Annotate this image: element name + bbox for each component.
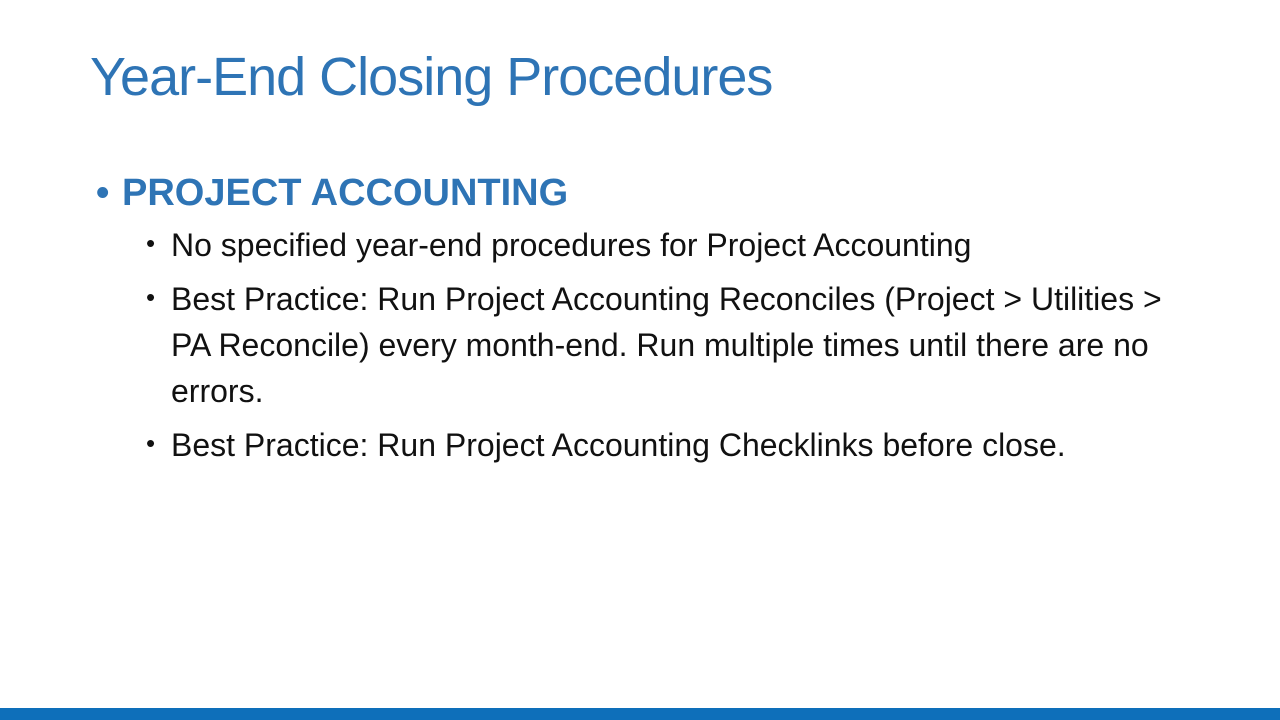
bullet-icon: •: [146, 282, 156, 312]
list-item: [146, 222, 1191, 268]
section-heading: [96, 168, 1196, 218]
list-item: [146, 422, 1191, 468]
list-item: [146, 276, 1191, 414]
list-item-text: Best Practice: Run Project Accounting Reconciles (Project > Utilities > PA Reconcile) every month-end. Run multiple times until there are no errors.: [171, 281, 1162, 409]
section-heading-text: PROJECT ACCOUNTING: [122, 172, 569, 214]
footer-bar: [0, 708, 1280, 720]
bullet-icon: •: [146, 428, 156, 458]
sub-bullet-list: [146, 222, 1196, 468]
slide-title: Year-End Closing Procedures: [90, 47, 773, 107]
slide-content: [96, 168, 1196, 476]
bullet-icon: •: [146, 228, 156, 258]
list-item-text: Best Practice: Run Project Accounting Checklinks before close.: [171, 427, 1066, 463]
bullet-icon: •: [96, 172, 110, 214]
list-item-text: No specified year-end procedures for Project Accounting: [171, 227, 972, 263]
